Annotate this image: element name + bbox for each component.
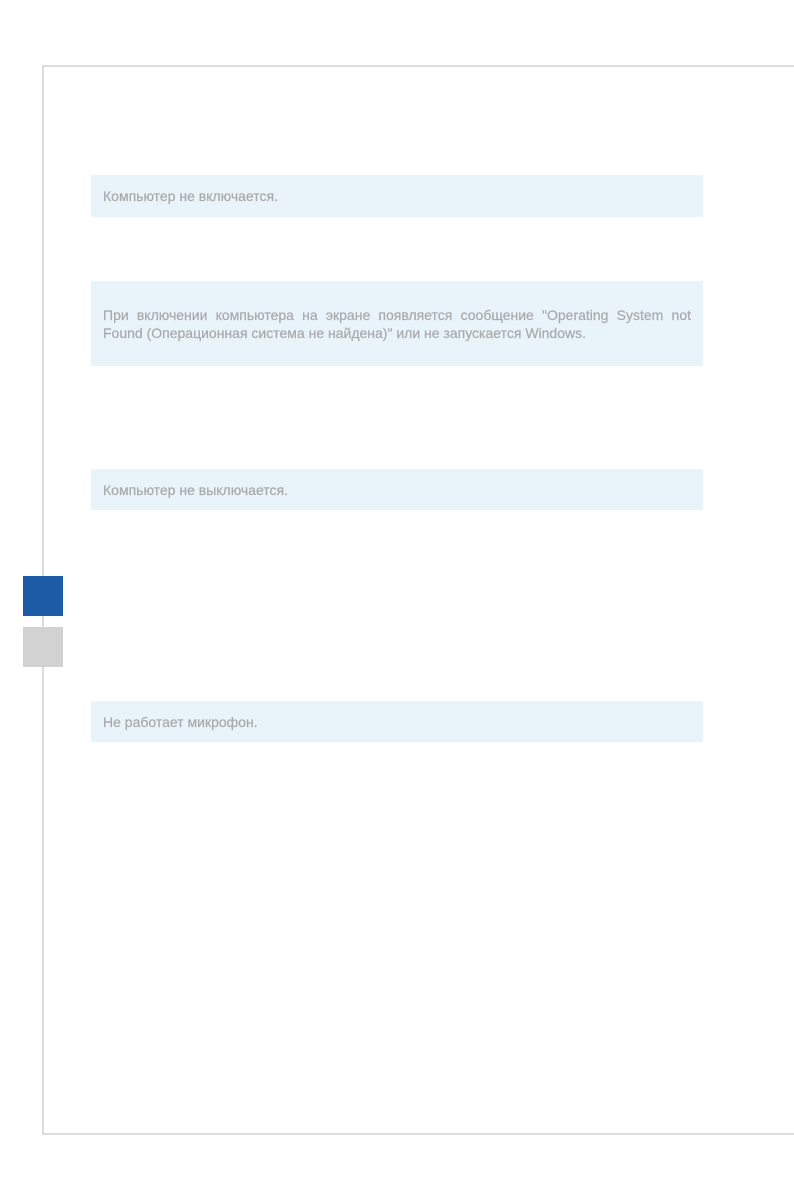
section-tab-active bbox=[23, 576, 63, 616]
problem-box-power-off bbox=[91, 469, 703, 510]
problem-text: Компьютер не выключается. bbox=[103, 481, 289, 498]
problem-box-power-on bbox=[91, 175, 703, 217]
problem-text: Не работает микрофон. bbox=[103, 713, 258, 730]
problem-text: Компьютер не включается. bbox=[103, 188, 278, 204]
problem-box-microphone bbox=[91, 701, 703, 742]
section-tab-inactive bbox=[23, 627, 63, 667]
problem-text: При включении компьютера на экране появляется сообщение "Operating System not Found (Операционная система не найдена)" или не запускается Windows. bbox=[103, 306, 691, 341]
problem-box-os-not-found bbox=[91, 281, 703, 366]
page-frame bbox=[42, 65, 794, 1135]
